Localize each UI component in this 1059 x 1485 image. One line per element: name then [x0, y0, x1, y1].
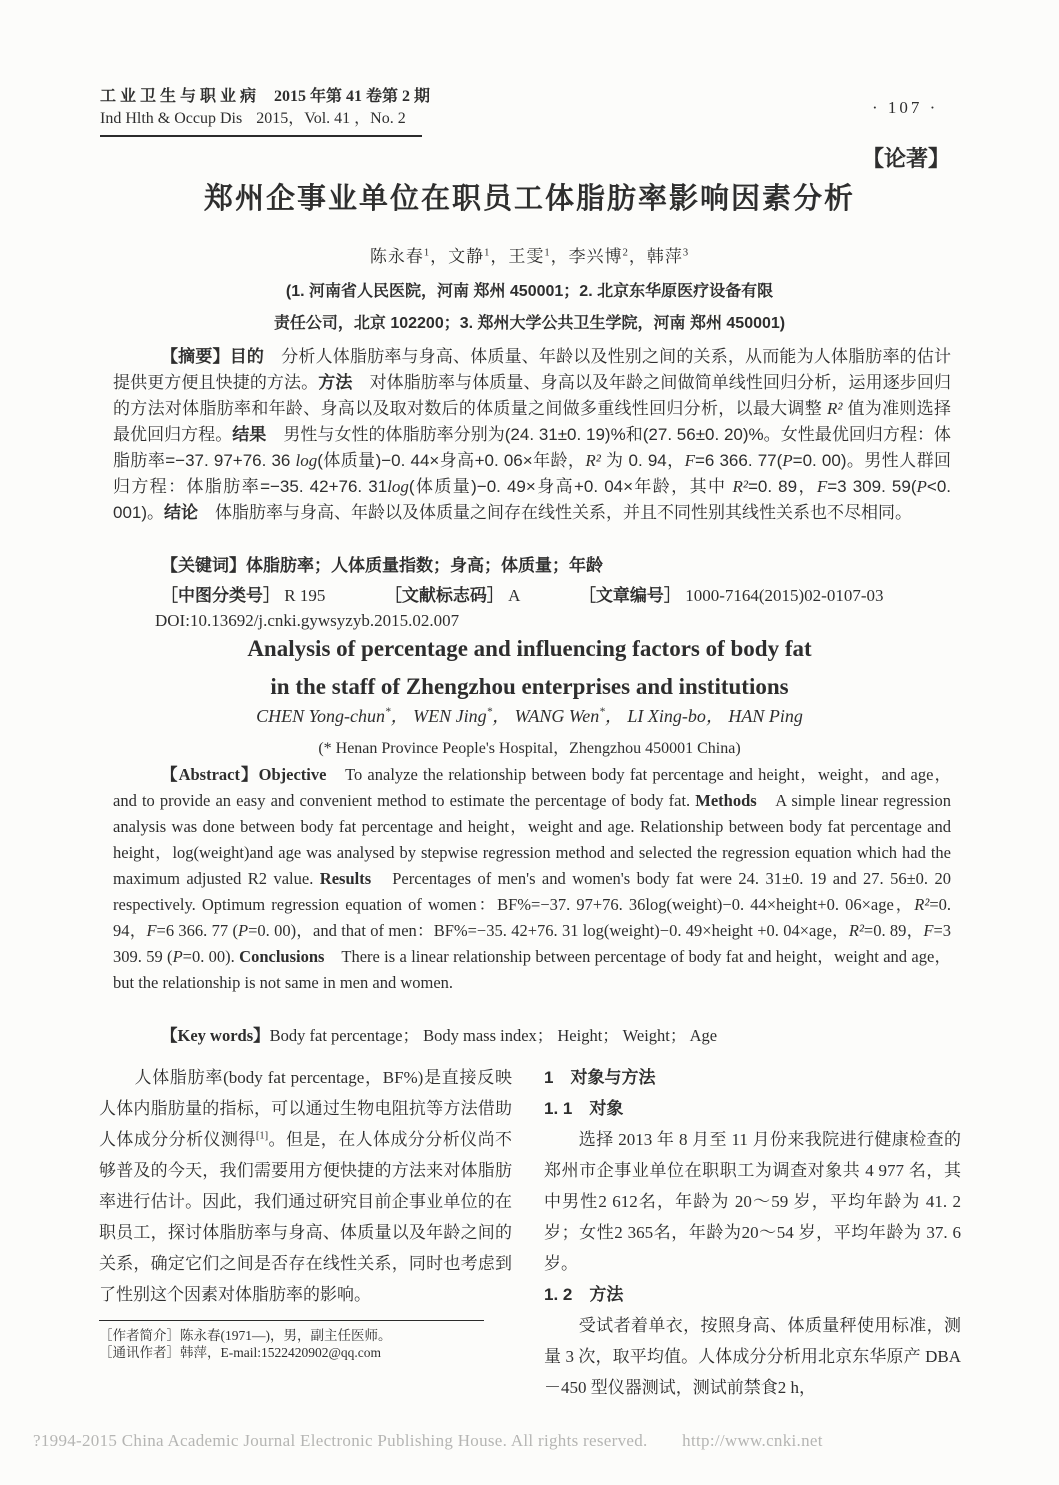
section-heading-1: 1 对象与方法 [544, 1068, 656, 1087]
footnote-block [99, 1320, 519, 1361]
page-number: · 107 · [872, 98, 939, 117]
journal-issue-cn: 2015 年第 41 卷第 2 期 [274, 88, 431, 105]
doi-line: DOI:10.13692/j.cnki.gywsyzyb.2015.02.007 [155, 611, 460, 630]
journal-masthead [100, 86, 431, 137]
affiliation-cn-line2: 责任公司，北京 102200；3. 郑州大学公共卫生学院，河南 郑州 450001) [273, 315, 786, 332]
article-title-en-line1: Analysis of percentage and influencing factors of body fat [247, 636, 812, 661]
section-paragraph-1-2: 受试者着单衣，按照身高、体质量秤使用标准，测量 3 次，取平均值。人体成分分析用北京东华原产 DBA－450 型仪器测试，测试前禁食2 h， [544, 1316, 961, 1397]
footnote-divider [99, 1320, 484, 1321]
section-heading-1-2: 1. 2 方法 [544, 1285, 624, 1304]
article-type-badge: 【论著】 [862, 146, 951, 171]
copyright-footer: ?1994-2015 China Academic Journal Electronic Publishing House. All rights reserved. http://www.cnki.net [33, 1431, 823, 1450]
classification-line: ［中图分类号］ R 195 ［文献标志码］ A ［文章编号］ 1000-7164(2015)02-0107-03 [161, 586, 884, 605]
abstract-en: 【Abstract】Objective To analyze the relationship between body fat percentage and height，weight，and age，and to provide an easy and convenient method to estimate the percentage of body fat. Methods A simple linear regression analysis was done between body fat percentage and height，weight and age. Relationship between body fat percentage and height，log(weight)and age was analysed by stepwise regression method and selected the regression equation which had the maximum adjusted R2 value. Results Percentages of men's and women's body fat were 24. 31±0. 19 and 27. 56±0. 20 respectively. Optimum regression equation of women：BF%=−37. 97+76. 36log(weight)−0. 44×height+0. 06×age，R²=0. 94，F=6 366. 77 (P=0. 00)，and that of men：BF%=−35. 42+76. 31 log(weight)−0. 49×height +0. 04×age，R²=0. 89，F=3 309. 59 (P=0. 00). Conclusions There is a linear relationship between percentage of body fat and height，weight and age，but the relationship is not same in men and women. [113, 765, 951, 992]
keywords-en: 【Key words】Body fat percentage； Body mass index； Height； Weight； Age [161, 1026, 718, 1045]
author-list-en: CHEN Yong-chun*， WEN Jing*， WANG Wen*， LI Xing-bo， HAN Ping [256, 706, 803, 726]
article-title-cn: 郑州企事业单位在职员工体脂肪率影响因素分析 [203, 183, 855, 215]
affiliation-cn-line1: (1. 河南省人民医院，河南 郑州 450001；2. 北京东华原医疗设备有限 [285, 283, 774, 300]
journal-title-en-row [100, 108, 422, 130]
footnote-corresponding-author: ［通讯作者］韩萍，E-mail:1522420902@qq.com [99, 1345, 382, 1360]
journal-issue-en: 2015，Vol. 41 ，No. 2 [256, 110, 406, 127]
author-list-cn: 陈永春$^1$，文静$^1$，王雯$^1$，李兴博$^2$，韩萍$^3$ [369, 247, 690, 266]
section-paragraph-1-1: 选择 2013 年 8 月至 11 月份来我院进行健康检查的郑州市企事业单位在职职工为调查对象共 4 977 名，其中男性2 612名，年龄为 20～59 岁，平均年龄为 41. 2 岁；女性2 365名，年龄为20～54 岁，平均年龄为 37. 6 岁。 [544, 1130, 961, 1273]
journal-title-cn-row [100, 86, 431, 108]
intro-paragraph: 人体脂肪率(body fat percentage，BF%)是直接反映人体内脂肪量的指标，可以通过生物电阻抗等方法借助人体成分分析仪测得[1]。但是，在人体成分分析仪尚不够普及的今天，我们需要用方便快捷的方法来对体脂肪率进行估计。因此，我们通过研究目前企事业单位的在职员工，探讨体脂肪率与身高、体质量以及年龄之间的关系，确定它们之间是否存在线性关系，同时也考虑到了性别这个因素对体脂肪率的影响。 [99, 1068, 513, 1304]
body-column-left [99, 1062, 512, 1310]
journal-name-cn: 工业卫生与职业病 [100, 88, 261, 105]
journal-name-en: Ind Hlth & Occup Dis [100, 110, 243, 127]
article-title-en-line2: in the staff of Zhengzhou enterprises and institutions [270, 674, 789, 699]
abstract-cn: 【摘要】目的 分析人体脂肪率与身高、体质量、年龄以及性别之间的关系，从而能为人体脂肪率的估计提供更方便且快捷的方法。方法 对体脂肪率与体质量、身高以及年龄之间做简单线性回归分析，运用逐步回归的方法对体脂肪率和年龄、身高以及取对数后的体质量之间做多重线性回归分析，以最大调整 R² 值为准则选择最优回归方程。结果 男性与女性的体脂肪率分别为(24. 31±0. 19)%和(27. 56±0. 20)%。女性最优回归方程：体脂肪率=−37. 97+76. 36 log(体质量)−0. 44×身高+0. 06×年龄，R² 为 0. 94，F=6 366. 77(P=0. 00)。男性人群回归方程：体脂肪率=−35. 42+76. 31log(体质量)−0. 49×身高+0. 04×年龄，其中 R²=0. 89，F=3 309. 59(P<0. 001)。结论 体脂肪率与身高、年龄以及体质量之间存在线性关系，并且不同性别其线性关系也不尽相同。 [113, 347, 952, 522]
affiliation-en: (* Henan Province People's Hospital，Zhengzhou 450001 China) [318, 740, 741, 757]
body-column-right [544, 1062, 961, 1403]
affiliation-cn [0, 276, 1059, 340]
article-title-en [0, 630, 1059, 706]
keywords-cn: 【关键词】体脂肪率；人体质量指数；身高；体质量；年龄 [161, 556, 603, 575]
section-heading-1-1: 1. 1 对象 [544, 1099, 624, 1118]
footnote-author-bio: ［作者简介］陈永春(1971—)，男，副主任医师。 [99, 1328, 392, 1343]
